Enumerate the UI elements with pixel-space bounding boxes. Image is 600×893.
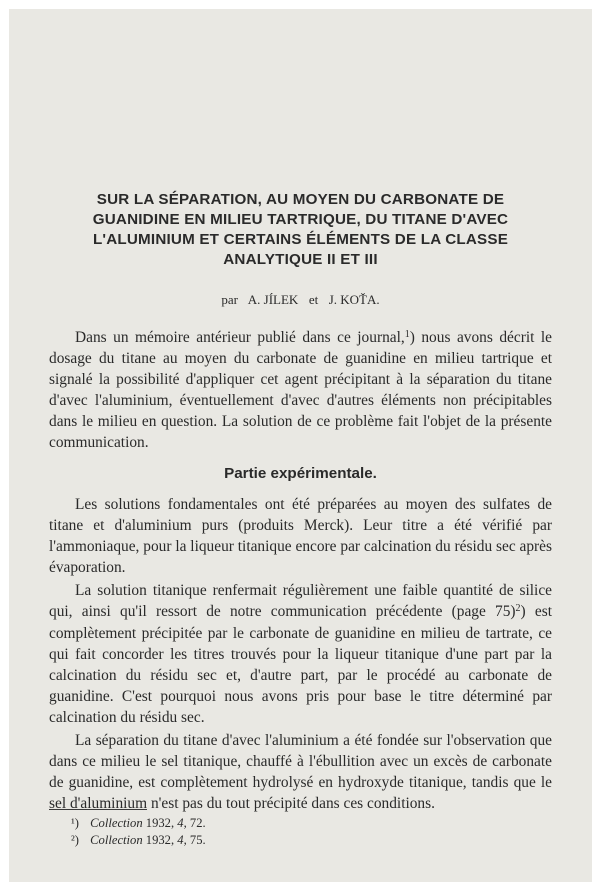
- article-title: [39, 190, 562, 270]
- intro-text: ) nous avons décrit le dosage du titane au moyen du carbonate de guanidine en milieu tartrique et signalé la possibilité d'appliquer cet agent précipitant à la séparation du titane d'avec l'aluminium, éventuellement d'avec d'autres éléments non précipitables dans le milieu en question. La solution de ce problème fait l'objet de la présente communication.: [49, 329, 552, 452]
- footnote-volume: 4,: [177, 816, 187, 830]
- footnote-journal: Collection: [90, 816, 143, 830]
- title-line: GUANIDINE EN MILIEU TARTRIQUE, DU TITANE D'AVEC: [92, 211, 509, 228]
- title-line: ANALYTIQUE II ET III: [223, 251, 378, 268]
- footnote-year: 1932,: [145, 833, 175, 847]
- title-line: SUR LA SÉPARATION, AU MOYEN DU CARBONATE DE: [96, 191, 505, 208]
- paragraph-text: ) est complètement précipitée par le carbonate de guanidine en milieu de tartrate, ce qui fait concorder les titres trouvés pour la liqueur titanique d'une part par la calcination du résidu sec et, d'autre part, par le procédé au carbonate de guanidine. C'est pourquoi nous avons pris pour base le titre déterminé par calcination du résidu sec.: [49, 603, 552, 726]
- author-conjunction: et: [308, 292, 319, 307]
- footnote-ref: 1: [404, 329, 410, 340]
- footnote-mark: ²): [71, 833, 79, 847]
- footnote-volume: 4,: [177, 833, 187, 847]
- author-name: J. KOŤA.: [328, 292, 380, 307]
- intro-paragraph: [49, 327, 552, 454]
- footnote-journal: Collection: [90, 833, 143, 847]
- intro-section: [49, 327, 552, 454]
- footnote-divider: [49, 809, 147, 810]
- footnote-ref: 2: [515, 603, 521, 615]
- paragraph-text: La solution titanique renfermait régulièrement une faible quantité de silice qui, ainsi qu'il ressort de notre communication précédente (page 75): [49, 582, 552, 621]
- author-prefix: par: [221, 292, 238, 307]
- intro-text: Dans un mémoire antérieur publié dans ce journal,: [75, 329, 405, 346]
- section-heading: Partie expérimentale.: [224, 465, 377, 482]
- body-paragraph: La séparation du titane d'avec l'aluminium a été fondée sur l'observation que dans ce milieu le sel titanique, chauffé à l'ébullition avec un excès de carbonate de guanidine, est complètement hydrolysé en hydroxyde titanique, tandis que le sel d'aluminium n'est pas du tout précipité dans ces conditions.: [49, 732, 552, 813]
- author-name: A. JÍLEK: [247, 292, 299, 307]
- body-paragraph: [49, 580, 552, 728]
- author-line: [9, 292, 592, 308]
- paper-page: [9, 9, 592, 882]
- experimental-section: [49, 494, 552, 814]
- footnote-year: 1932,: [145, 816, 175, 830]
- footnote-page: 72.: [189, 816, 206, 830]
- footnote: [71, 815, 206, 832]
- footnote-mark: ¹): [71, 816, 79, 830]
- body-paragraph: Les solutions fondamentales ont été préparées au moyen des sulfates de titane et d'aluminium purs (produits Merck). Leur titre a été vérifié par l'ammoniaque, pour la liqueur titanique encore par calcination du résidu sec après évaporation.: [49, 496, 552, 577]
- title-line: L'ALUMINIUM ET CERTAINS ÉLÉMENTS DE LA CLASSE: [92, 231, 509, 248]
- footnotes: [71, 815, 206, 849]
- footnote-page: 75.: [189, 833, 206, 847]
- footnote: [71, 832, 206, 849]
